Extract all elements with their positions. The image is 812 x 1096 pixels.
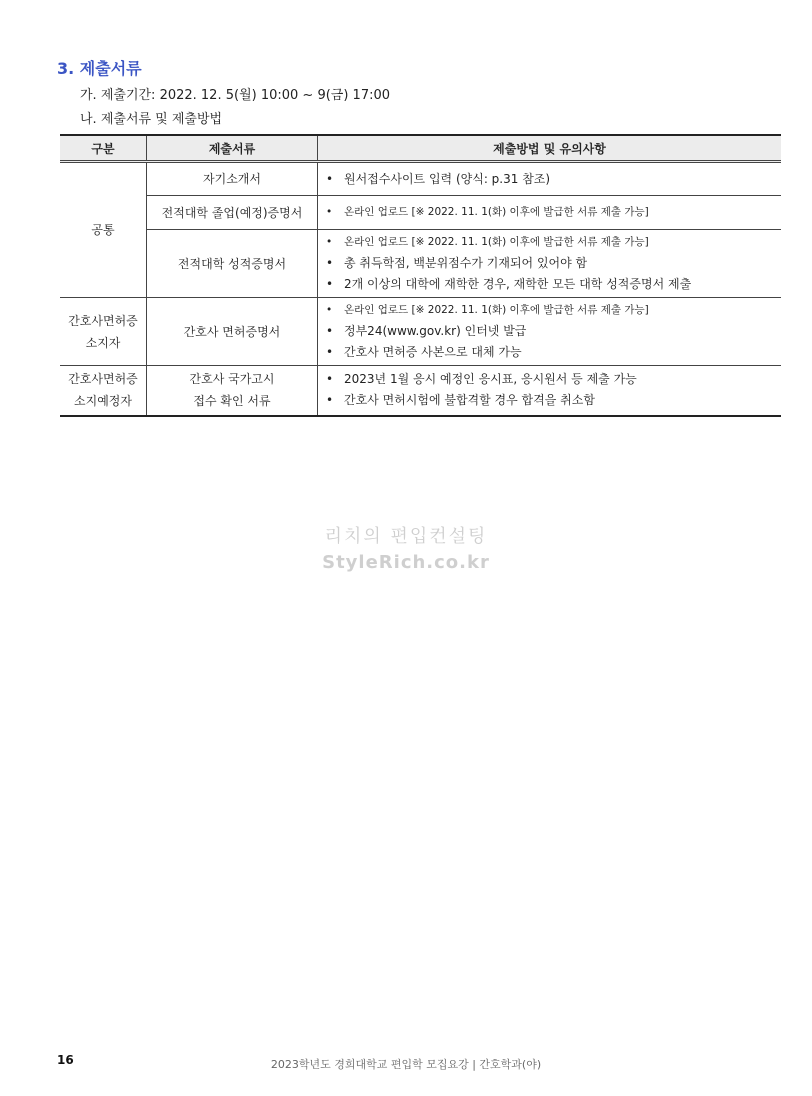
header-document: 제출서류	[147, 135, 318, 162]
notes-cell	[318, 298, 782, 366]
category-line: 소지자	[85, 335, 121, 350]
documents-table	[60, 134, 781, 417]
category-line: 소지예정자	[74, 394, 132, 409]
table-row	[60, 196, 781, 230]
notes-cell	[318, 196, 782, 230]
category-license-expected	[60, 366, 147, 416]
doc-graduation-cert: 전적대학 졸업(예정)증명서	[147, 196, 318, 230]
watermark-line1: 리치의 편입컨설팅	[324, 526, 488, 547]
list-item: • 간호사 면허증 사본으로 대체 가능	[326, 345, 522, 359]
submission-method-heading: 나. 제출서류 및 제출방법	[80, 112, 223, 127]
table-row	[60, 366, 781, 416]
doc-self-intro: 자기소개서	[147, 162, 318, 196]
list-item: • 간호사 면허시험에 불합격할 경우 합격을 취소함	[326, 393, 595, 408]
header-method: 제출방법 및 유의사항	[318, 135, 782, 162]
list-item: • 온라인 업로드 [※ 2022. 11. 1(화) 이후에 발급한 서류 제출 가능]	[326, 236, 649, 248]
footer-text: 2023학년도 경희대학교 편입학 모집요강 | 간호학과(야)	[270, 1058, 542, 1071]
page-number: 16	[57, 1053, 74, 1067]
doc-line: 접수 확인 서류	[193, 394, 271, 409]
category-line: 간호사면허증	[68, 313, 138, 328]
list-item: • 정부24(www.gov.kr) 인터넷 발급	[326, 324, 527, 338]
list-item: • 2개 이상의 대학에 재학한 경우, 재학한 모든 대학 성적증명서 제출	[326, 277, 692, 291]
header-category: 구분	[60, 135, 147, 162]
list-item: • 온라인 업로드 [※ 2022. 11. 1(화) 이후에 발급한 서류 제출 가능]	[326, 304, 649, 316]
notes-cell	[318, 162, 782, 196]
doc-license-cert: 간호사 면허증명서	[147, 298, 318, 366]
category-common: 공통	[60, 162, 147, 298]
list-item: • 총 취득학점, 백분위점수가 기재되어 있어야 함	[326, 256, 588, 270]
table-row	[60, 162, 781, 196]
table-row	[60, 298, 781, 366]
section-title: 3. 제출서류	[57, 59, 142, 78]
notes-cell	[318, 230, 782, 298]
notes-cell	[318, 366, 782, 416]
list-item: • 2023년 1월 응시 예정인 응시표, 응시원서 등 제출 가능	[326, 372, 637, 387]
category-line: 간호사면허증	[68, 372, 138, 387]
doc-line: 간호사 국가고시	[189, 372, 275, 387]
watermark	[0, 522, 812, 573]
watermark-line2: StyleRich.co.kr	[322, 552, 490, 573]
table-row	[60, 230, 781, 298]
category-license-holder	[60, 298, 147, 366]
doc-exam-receipt	[147, 366, 318, 416]
doc-transcript: 전적대학 성적증명서	[147, 230, 318, 298]
list-item: • 원서접수사이트 입력 (양식: p.31 참조)	[326, 171, 551, 186]
list-item: • 온라인 업로드 [※ 2022. 11. 1(화) 이후에 발급한 서류 제출 가능]	[326, 206, 649, 218]
table-header-row	[60, 135, 781, 162]
submission-period: 가. 제출기간: 2022. 12. 5(월) 10:00 ~ 9(금) 17:00	[80, 88, 391, 103]
